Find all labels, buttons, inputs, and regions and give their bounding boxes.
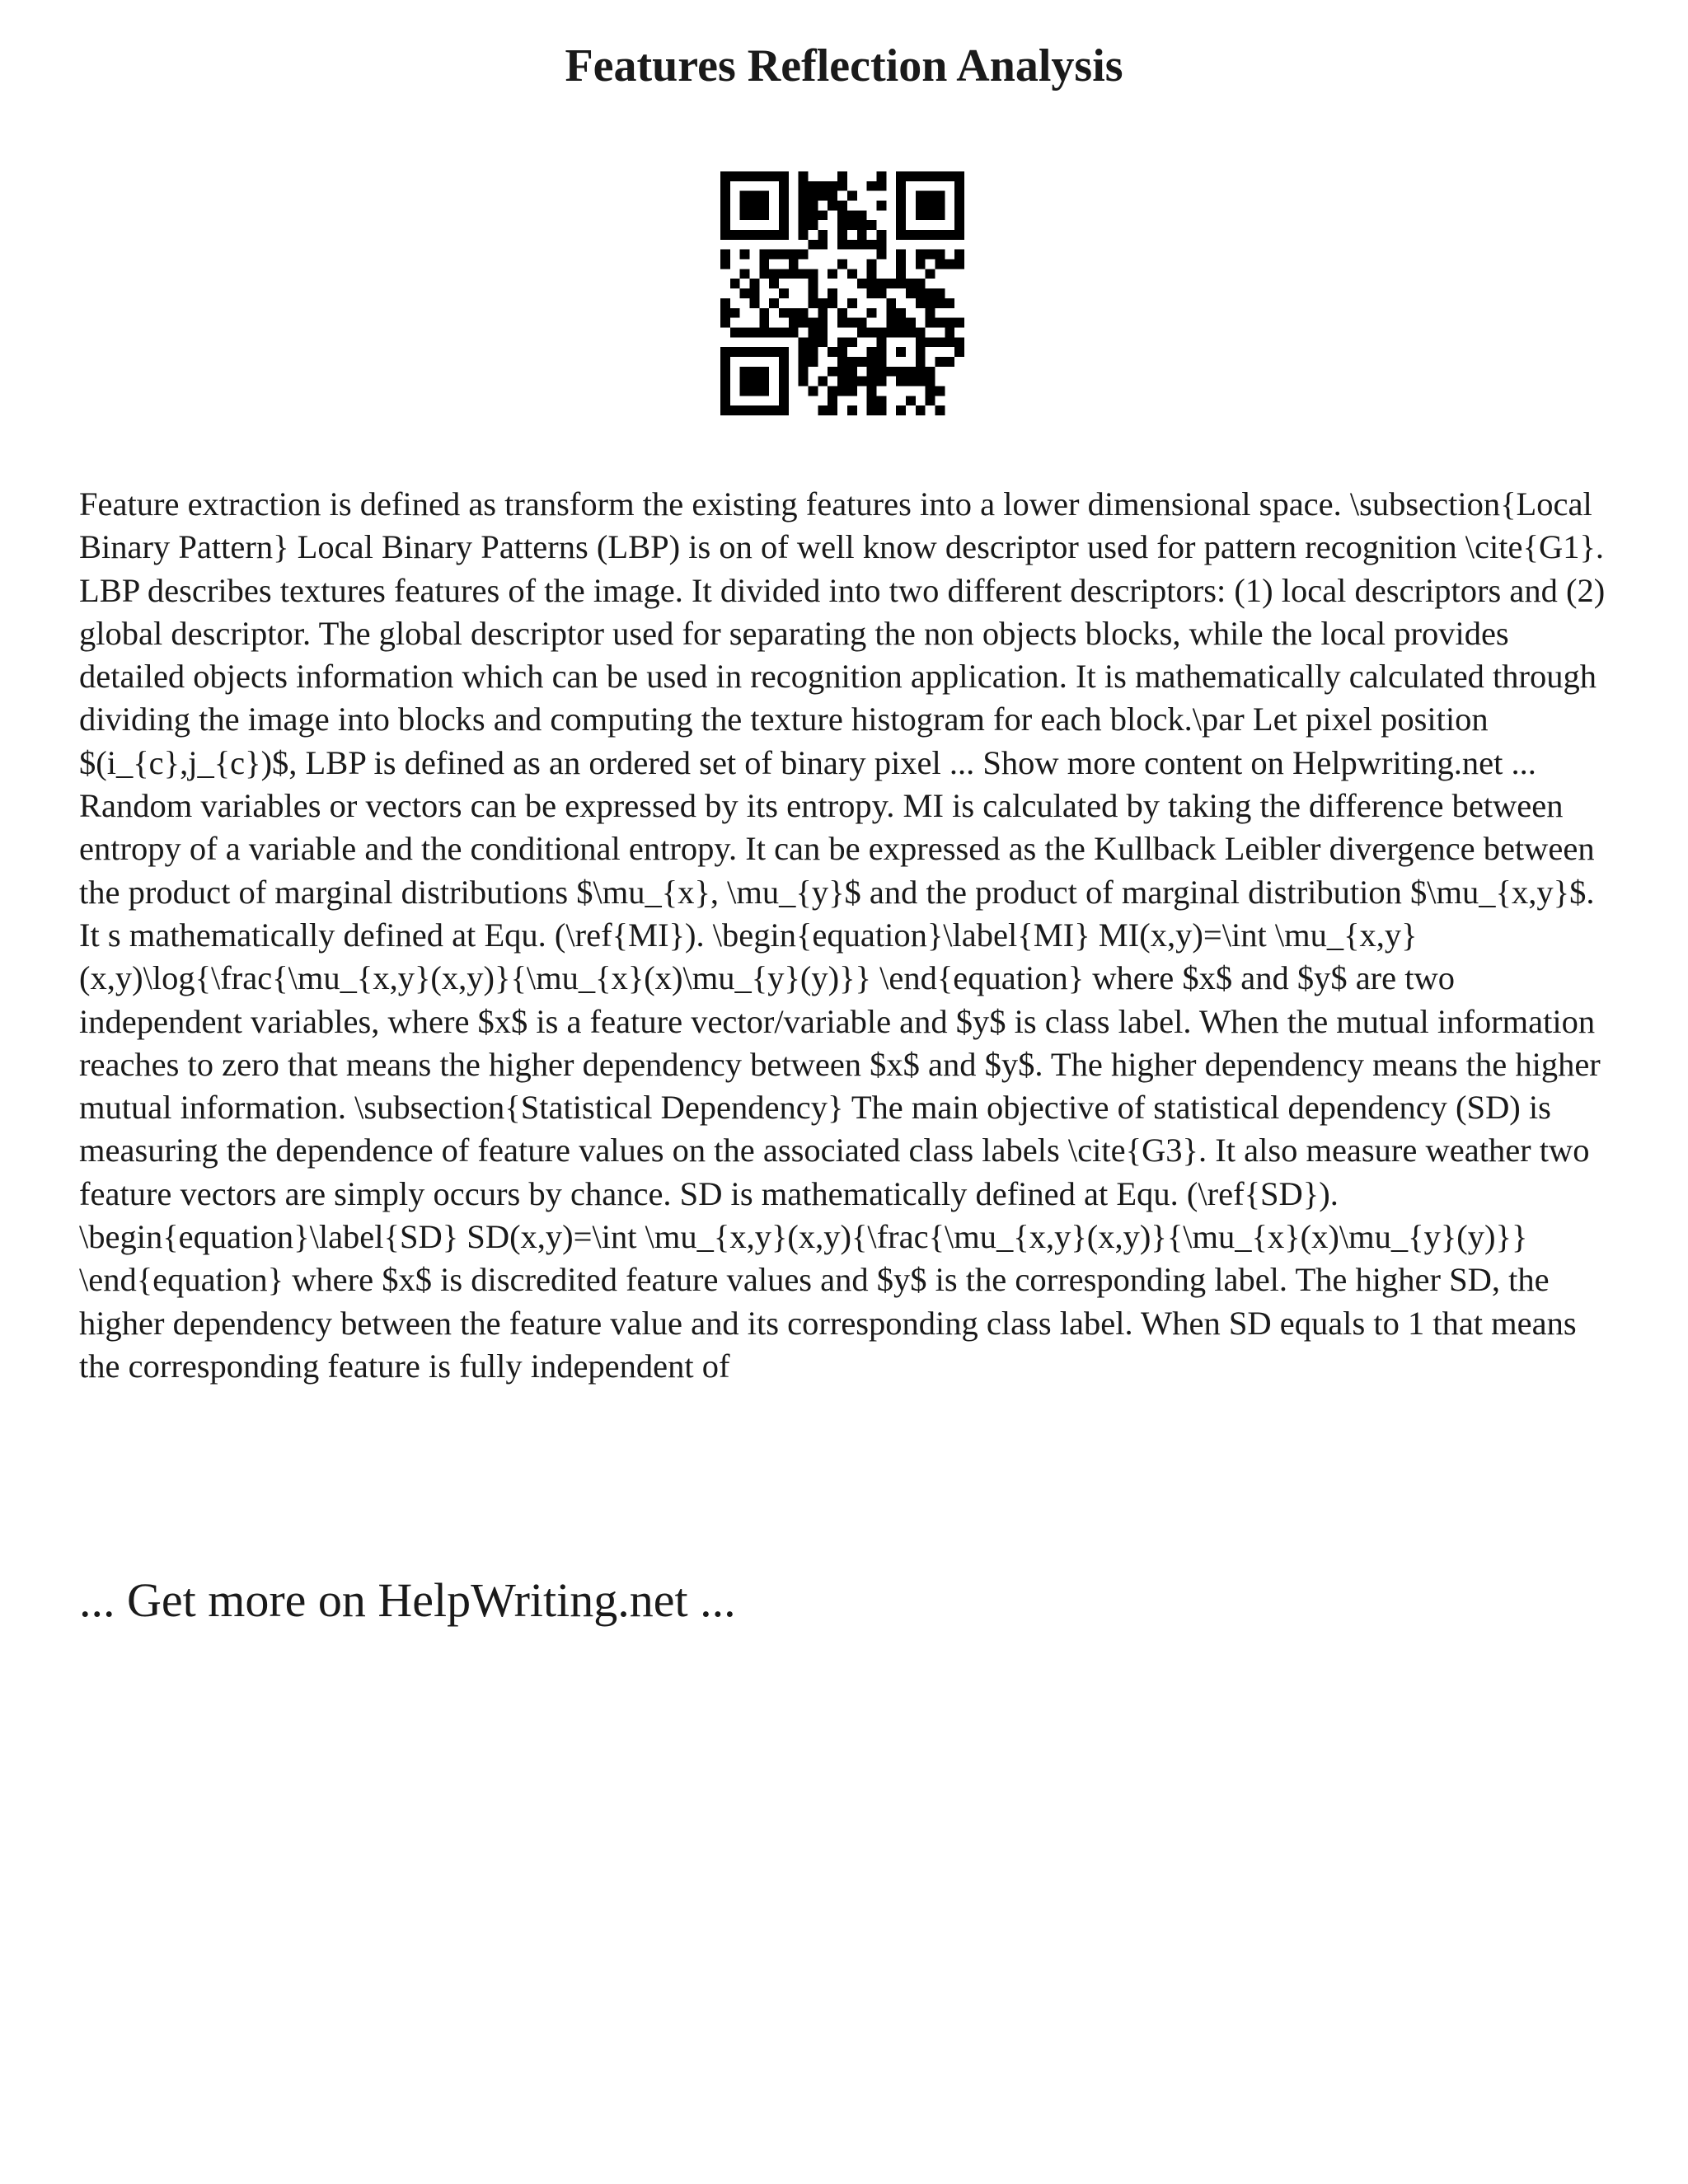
page-title: Features Reflection Analysis xyxy=(565,40,1123,91)
paragraph-lbp: Feature extraction is defined as transform the existing features into a lower dimensional space. \subsection{Local Binary Pattern} Local Binary Patterns (LBP) is on of well know descriptor used for pattern recognition \cite{G1}. LBP describes textures features of the image. It divided into two different descriptors: (1) local descriptors and (2) global descriptor. The global descriptor used for separating the non objects blocks, while the local provides detailed objects information which can be used in recognition application. It is mathematically calculated through dividing the image into blocks and computing the texture histogram for each block.\par Let pixel position $(i_{c},j_{c})$, LBP is defined as an ordered set of binary pixel ... Show more content on Helpwriting.net ... xyxy=(79,485,1606,781)
paragraph-mutual-information: Random variables or vectors can be expressed by its entropy. MI is calculated by taking the difference between entropy of a variable and the conditional entropy. It can be expressed as the Kullback Leibler divergence between the product of marginal distributions $\mu_{x}, \mu_{y}$ and the product of marginal distribution $\mu_{x,y}$. It s mathematically defined at Equ. (\ref{MI}). \begin{equation}\label{MI} MI(x,y)=\int \mu_{x,y}(x,y)\log{\frac{\mu_{x,y}(x,y)}{\mu_{x}(x)\mu_{y}(y)}} \end{equation} where $x$ and $y$ are two independent variables, where $x$ is a feature vector/variable and $y$ is class label. When the mutual information reaches to zero that means the higher dependency between $x$ and $y$. The higher dependency means the higher mutual information. \subsection{Statistical Dependency} The main objective of statistical dependency (SD) is measuring the dependence of feature values on the associated class labels \cite{G3}. It also measure weather two feature vectors are simply occurs by chance. SD is mathematically defined at Equ. (\ref{SD}). \begin{equation}\label{SD} SD(x,y)=\int \mu_{x,y}(x,y){\frac{\mu_{x,y}(x,y)}{\mu_{x}(x)\mu_{y}(y)}} \end{equation} where $x$ is discredited feature values and $y$ is the corresponding label. The higher SD, the higher dependency between the feature value and its corresponding class label. When SD equals to 1 that means the corresponding feature is fully independent of xyxy=(79,787,1601,1385)
qr-code-icon xyxy=(720,171,964,415)
get-more-link[interactable]: ... Get more on HelpWriting.net ... xyxy=(79,1573,736,1627)
article-body xyxy=(79,483,1612,1388)
